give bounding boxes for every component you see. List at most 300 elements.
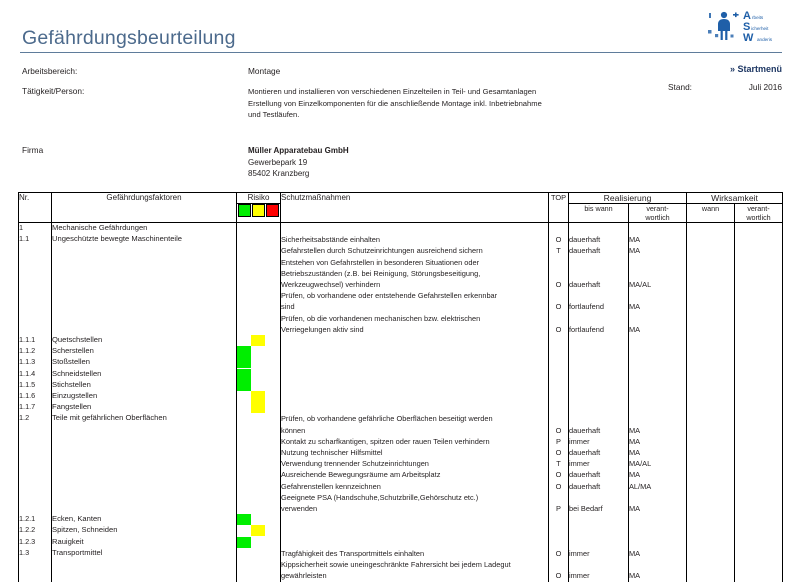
cell-verantwortlich (629, 525, 687, 536)
table-row (19, 357, 783, 368)
cell-verantwortlich-line: MA (629, 504, 641, 514)
cell-wirksamkeit-verantwortlich (735, 380, 783, 391)
cell-nr: 1.2 (19, 413, 52, 514)
cell-bis-wann-line (569, 335, 628, 346)
risk-indicator-green (237, 346, 251, 357)
cell-gefaehrdungsfaktor: Stoßstellen (52, 357, 237, 368)
cell-bis-wann-line (569, 525, 628, 536)
value-arbeitsbereich: Montage (248, 66, 281, 76)
schutzmassnahme-line: Kontakt zu scharfkantigen, spitzen oder rauen Teilen verhindern (281, 436, 490, 446)
cell-verantwortlich-line: MA (629, 235, 641, 245)
cell-bis-wann-line (569, 313, 628, 324)
schutzmassnahme-line: Werkzeugwechsel) verhindern (281, 280, 381, 290)
schutzmassnahme-line: Entstehen von Gefahrstellen in besonderen Situationen oder (281, 257, 480, 267)
schutzmassnahme-line (281, 335, 548, 346)
cell-nr: 1 (19, 223, 52, 235)
cell-bis-wann-line: dauerhaft (569, 448, 601, 458)
cell-verantwortlich-line (629, 223, 686, 234)
cell-verantwortlich-line (629, 257, 686, 268)
cell-verantwortlich (629, 346, 687, 357)
cell-risiko (237, 357, 281, 368)
cell-verantwortlich-line: MA (629, 246, 641, 256)
schutzmassnahme-line: Ausreichende Bewegungsräume am Arbeitsplatz (281, 470, 441, 480)
cell-verantwortlich-line: MA (629, 448, 641, 458)
cell-verantwortlich-line: MA (629, 302, 641, 312)
cell-gefaehrdungsfaktor: Einzugstellen (52, 391, 237, 402)
cell-wirksamkeit-verantwortlich (735, 514, 783, 525)
table-row (19, 413, 783, 514)
value-taetigkeit: Montieren und installieren von verschiedenen Einzelteilen in Teil- und Gesamtanlagen Erstellung von Einzelkomponenten für die anschließende Montage inkl. Inbetriebnahme und Testläufen. (248, 87, 542, 120)
table-row (19, 537, 783, 548)
label-arbeitsbereich: Arbeitsbereich: (22, 66, 78, 76)
cell-verantwortlich (629, 391, 687, 402)
svg-text:W: W (743, 32, 754, 42)
cell-verantwortlich-line (629, 514, 686, 525)
cell-bis-wann (569, 357, 629, 368)
cell-schutzmassnahmen (281, 402, 549, 413)
cell-top-line (549, 559, 568, 570)
cell-top-line (549, 268, 568, 279)
cell-wirksamkeit-wann (687, 223, 735, 235)
col-header-wirksamkeit-verantwortlich: verant- wortlich (735, 204, 783, 223)
cell-bis-wann-line (569, 537, 628, 548)
cell-schutzmassnahmen (281, 357, 549, 368)
risk-indicator-yellow (251, 391, 265, 402)
cell-gefaehrdungsfaktor: Teile mit gefährlichen Oberflächen (52, 413, 237, 514)
schutzmassnahme-line: können (281, 425, 306, 435)
cell-bis-wann (569, 525, 629, 536)
svg-text:anderis: anderis (757, 37, 773, 42)
cell-bis-wann (569, 391, 629, 402)
table-row (19, 346, 783, 357)
cell-top (549, 525, 569, 536)
cell-bis-wann (569, 335, 629, 346)
cell-verantwortlich-line (629, 335, 686, 346)
schutzmassnahme-line (281, 223, 548, 234)
cell-bis-wann (569, 537, 629, 548)
cell-verantwortlich-line: MA (629, 425, 641, 435)
cell-gefaehrdungsfaktor: Spitzen, Schneiden (52, 525, 237, 536)
schutzmassnahme-line (281, 402, 548, 413)
cell-risiko (237, 346, 281, 357)
cell-verantwortlich-line: MA (629, 571, 641, 581)
cell-bis-wann-line (569, 268, 628, 279)
cell-nr: 1.1.4 (19, 369, 52, 380)
cell-wirksamkeit-wann (687, 413, 735, 514)
cell-top-line: P (556, 436, 561, 446)
cell-wirksamkeit-verantwortlich (735, 335, 783, 346)
label-firma: Firma (22, 145, 44, 155)
cell-wirksamkeit-verantwortlich (735, 402, 783, 413)
cell-verantwortlich-line (629, 413, 686, 424)
schutzmassnahme-line (281, 391, 548, 402)
cell-top (549, 548, 569, 582)
firma-street: Gewerbepark 19 (248, 157, 308, 167)
cell-wirksamkeit-verantwortlich (735, 369, 783, 380)
cell-verantwortlich (629, 223, 687, 235)
cell-verantwortlich (629, 234, 687, 335)
cell-risiko (237, 369, 281, 380)
cell-wirksamkeit-verantwortlich (735, 346, 783, 357)
table-row (19, 223, 783, 235)
cell-verantwortlich-line: MA/AL (629, 280, 652, 290)
schutzmassnahme-line: Gefahrstellen durch Schutzeinrichtungen ausreichend sichern (281, 246, 483, 256)
cell-nr: 1.1.3 (19, 357, 52, 368)
cell-top-line (549, 257, 568, 268)
cell-bis-wann-line: dauerhaft (569, 246, 601, 256)
schutzmassnahme-line: Tragfähigkeit des Transportmittels einhalten (281, 548, 425, 558)
cell-nr: 1.2.3 (19, 537, 52, 548)
svg-text:rbeits: rbeits (752, 15, 764, 20)
cell-bis-wann (569, 514, 629, 525)
schutzmassnahme-line: Nutzung technischer Hilfsmittel (281, 448, 383, 458)
table-row (19, 402, 783, 413)
cell-verantwortlich-line (629, 346, 686, 357)
schutzmassnahme-line: Verriegelungen aktiv sind (281, 324, 364, 334)
cell-bis-wann (569, 402, 629, 413)
risk-indicator-yellow (251, 525, 265, 536)
cell-verantwortlich-line: AL/MA (629, 481, 652, 491)
table-row (19, 391, 783, 402)
cell-bis-wann-line: dauerhaft (569, 235, 601, 245)
cell-top-line: T (556, 459, 561, 469)
schutzmassnahme-line: Prüfen, ob vorhandene oder entstehende Gefahrstellen erkennbar (281, 291, 498, 301)
col-header-realisierung: Realisierung (569, 193, 687, 204)
cell-top-line: O (555, 548, 562, 558)
cell-top-line (549, 380, 568, 391)
cell-verantwortlich (629, 413, 687, 514)
cell-top-line: P (556, 504, 561, 514)
cell-bis-wann-line (569, 290, 628, 301)
title-divider (20, 52, 782, 53)
cell-bis-wann-line (569, 223, 628, 234)
svg-text:S: S (743, 21, 751, 33)
cell-verantwortlich-line: MA (629, 470, 641, 480)
cell-verantwortlich-line (629, 380, 686, 391)
cell-top (549, 346, 569, 357)
cell-top (549, 369, 569, 380)
cell-wirksamkeit-verantwortlich (735, 223, 783, 235)
cell-verantwortlich-line (629, 357, 686, 368)
schutzmassnahme-line: Betriebszuständen (z.B. bei Reinigung, Störungsbeseitigung, (281, 268, 481, 278)
cell-top-line (549, 290, 568, 301)
cell-top-line (549, 525, 568, 536)
cell-top (549, 537, 569, 548)
cell-schutzmassnahmen (281, 380, 549, 391)
risiko-legend (237, 204, 281, 223)
cell-risiko (237, 413, 281, 514)
schutzmassnahme-line: Verwendung trennender Schutzeinrichtungen (281, 459, 429, 469)
risk-indicator-green (237, 369, 251, 380)
schutzmassnahme-line: sind (281, 302, 295, 312)
cell-wirksamkeit-wann (687, 391, 735, 402)
cell-bis-wann (569, 548, 629, 582)
cell-bis-wann-line: dauerhaft (569, 470, 601, 480)
cell-risiko (237, 391, 281, 402)
cell-bis-wann-line (569, 391, 628, 402)
cell-nr: 1.1.6 (19, 391, 52, 402)
risiko-legend-red-swatch (266, 204, 279, 217)
cell-bis-wann-line (569, 257, 628, 268)
table-row (19, 548, 783, 582)
risk-indicator-green (237, 537, 251, 548)
cell-top (549, 234, 569, 335)
cell-bis-wann-line: immer (569, 459, 590, 469)
schutzmassnahme-line: Prüfen, ob vorhandene gefährliche Oberflächen beseitigt werden (281, 414, 493, 424)
table-row (19, 525, 783, 536)
cell-top-line (549, 223, 568, 234)
cell-bis-wann-line: immer (569, 571, 590, 581)
cell-gefaehrdungsfaktor: Rauigkeit (52, 537, 237, 548)
firma-name: Müller Apparatebau GmbH (248, 146, 349, 155)
label-taetigkeit: Tätigkeit/Person: (22, 86, 85, 96)
cell-bis-wann-line: dauerhaft (569, 481, 601, 491)
startmenu-link[interactable]: » Startmenü (729, 64, 782, 74)
cell-top-line (549, 357, 568, 368)
cell-verantwortlich-line (629, 525, 686, 536)
cell-bis-wann-line: immer (569, 548, 590, 558)
cell-top (549, 413, 569, 514)
cell-risiko (237, 234, 281, 335)
cell-schutzmassnahmen (281, 369, 549, 380)
cell-schutzmassnahmen (281, 548, 549, 582)
cell-bis-wann-line (569, 380, 628, 391)
cell-verantwortlich-line (629, 391, 686, 402)
cell-risiko (237, 525, 281, 536)
cell-verantwortlich-line (629, 492, 686, 503)
cell-bis-wann-line: dauerhaft (569, 425, 601, 435)
col-header-realisierung-verantwortlich: verant- wortlich (629, 204, 687, 223)
schutzmassnahme-line: Gefahrenstellen kennzeichnen (281, 481, 381, 491)
cell-top-line: O (555, 324, 562, 334)
cell-top-line (549, 402, 568, 413)
cell-wirksamkeit-verantwortlich (735, 234, 783, 335)
col-header-wirksamkeit-wann: wann (687, 204, 735, 223)
col-header-schutzmassnahmen: Schutzmaßnahmen (281, 193, 549, 223)
cell-wirksamkeit-wann (687, 357, 735, 368)
cell-verantwortlich-line (629, 537, 686, 548)
cell-bis-wann-line (569, 492, 628, 503)
cell-gefaehrdungsfaktor: Schneidstellen (52, 369, 237, 380)
table-row (19, 234, 783, 335)
col-header-realisierung-bis-wann: bis wann (569, 204, 629, 223)
cell-verantwortlich-line: MA (629, 324, 641, 334)
cell-verantwortlich-line: MA/AL (629, 459, 652, 469)
cell-top-line (549, 391, 568, 402)
table-row (19, 514, 783, 525)
cell-nr: 1.2.1 (19, 514, 52, 525)
cell-risiko (237, 548, 281, 582)
schutzmassnahme-line (281, 525, 548, 536)
cell-wirksamkeit-wann (687, 525, 735, 536)
cell-bis-wann-line: fortlaufend (569, 302, 604, 312)
schutzmassnahme-line (281, 357, 548, 368)
cell-risiko (237, 402, 281, 413)
schutzmassnahme-line: Kippsicherheit sowie uneingeschränkte Fahrersicht bei jedem Ladegut (281, 560, 511, 570)
cell-top-line: O (555, 481, 562, 491)
cell-top (549, 380, 569, 391)
cell-bis-wann-line (569, 369, 628, 380)
cell-verantwortlich (629, 402, 687, 413)
cell-top-line (549, 514, 568, 525)
firma-city: 85402 Kranzberg (248, 169, 310, 178)
cell-bis-wann-line (569, 413, 628, 424)
cell-top-line (549, 369, 568, 380)
cell-bis-wann-line: fortlaufend (569, 324, 604, 334)
col-header-gefaehrdungsfaktoren: Gefährdungsfaktoren (52, 193, 237, 223)
schutzmassnahme-line (281, 369, 548, 380)
cell-schutzmassnahmen (281, 335, 549, 346)
firma-address (248, 145, 349, 180)
cell-risiko (237, 380, 281, 391)
cell-top-line: O (555, 470, 562, 480)
cell-verantwortlich-line (629, 369, 686, 380)
risk-indicator-green (237, 357, 251, 368)
risk-indicator-yellow (251, 402, 265, 413)
cell-top (549, 357, 569, 368)
svg-text:A: A (743, 10, 751, 22)
cell-wirksamkeit-verantwortlich (735, 391, 783, 402)
cell-top-line (549, 346, 568, 357)
cell-gefaehrdungsfaktor: Ungeschützte bewegte Maschinenteile (52, 234, 237, 335)
cell-nr: 1.1.1 (19, 335, 52, 346)
cell-gefaehrdungsfaktor: Transportmittel (52, 548, 237, 582)
col-header-top: TOP (549, 193, 569, 223)
schutzmassnahme-line: Sicherheitsabstände einhalten (281, 235, 381, 245)
cell-risiko (237, 223, 281, 235)
cell-wirksamkeit-wann (687, 380, 735, 391)
schutzmassnahme-line (281, 346, 548, 357)
cell-bis-wann-line (569, 346, 628, 357)
cell-bis-wann-line (569, 559, 628, 570)
cell-bis-wann (569, 413, 629, 514)
cell-wirksamkeit-verantwortlich (735, 525, 783, 536)
svg-text:icherheit: icherheit (751, 26, 769, 31)
cell-bis-wann (569, 380, 629, 391)
cell-wirksamkeit-verantwortlich (735, 537, 783, 548)
cell-top-line: T (556, 246, 561, 256)
risiko-legend-yellow-swatch (252, 204, 265, 217)
cell-wirksamkeit-wann (687, 548, 735, 582)
cell-verantwortlich (629, 548, 687, 582)
cell-wirksamkeit-verantwortlich (735, 357, 783, 368)
schutzmassnahme-line: gewährleisten (281, 571, 327, 581)
cell-verantwortlich (629, 380, 687, 391)
cell-wirksamkeit-wann (687, 402, 735, 413)
cell-gefaehrdungsfaktor: Mechanische Gefährdungen (52, 223, 237, 235)
cell-top-line: O (555, 448, 562, 458)
risiko-legend-green-swatch (238, 204, 251, 217)
cell-wirksamkeit-verantwortlich (735, 548, 783, 582)
cell-verantwortlich-line: MA (629, 436, 641, 446)
cell-bis-wann-line (569, 514, 628, 525)
cell-top-line: O (555, 235, 562, 245)
cell-verantwortlich-line (629, 559, 686, 570)
cell-top-line: O (555, 571, 562, 581)
cell-risiko (237, 514, 281, 525)
schutzmassnahme-line (281, 380, 548, 391)
cell-top-line (549, 492, 568, 503)
table-row (19, 380, 783, 391)
col-header-nr: Nr. (19, 193, 52, 223)
schutzmassnahme-line: Prüfen, ob die vorhandenen mechanischen bzw. elektrischen (281, 313, 481, 323)
cell-top-line: O (555, 302, 562, 312)
cell-top (549, 514, 569, 525)
cell-bis-wann-line (569, 402, 628, 413)
cell-gefaehrdungsfaktor: Quetschstellen (52, 335, 237, 346)
cell-bis-wann (569, 234, 629, 335)
cell-top-line (549, 313, 568, 324)
value-stand: Juli 2016 (748, 82, 782, 92)
cell-top-line (549, 413, 568, 424)
cell-schutzmassnahmen (281, 223, 549, 235)
cell-bis-wann (569, 223, 629, 235)
cell-risiko (237, 537, 281, 548)
cell-bis-wann (569, 346, 629, 357)
table-row (19, 335, 783, 346)
cell-top (549, 223, 569, 235)
cell-nr: 1.1.2 (19, 346, 52, 357)
cell-top-line: O (555, 280, 562, 290)
cell-verantwortlich (629, 357, 687, 368)
cell-risiko (237, 335, 281, 346)
cell-verantwortlich (629, 514, 687, 525)
risk-assessment-table (18, 192, 783, 582)
cell-wirksamkeit-wann (687, 335, 735, 346)
cell-wirksamkeit-wann (687, 234, 735, 335)
cell-wirksamkeit-wann (687, 537, 735, 548)
cell-verantwortlich-line (629, 268, 686, 279)
risk-indicator-green (237, 380, 251, 391)
cell-nr: 1.1.7 (19, 402, 52, 413)
cell-bis-wann-line (569, 357, 628, 368)
page-title: Gefährdungsbeurteilung (22, 27, 236, 49)
cell-schutzmassnahmen (281, 537, 549, 548)
cell-schutzmassnahmen (281, 346, 549, 357)
cell-verantwortlich (629, 537, 687, 548)
cell-wirksamkeit-wann (687, 514, 735, 525)
cell-bis-wann (569, 369, 629, 380)
cell-nr: 1.1 (19, 234, 52, 335)
cell-schutzmassnahmen (281, 514, 549, 525)
cell-verantwortlich-line (629, 402, 686, 413)
cell-gefaehrdungsfaktor: Scherstellen (52, 346, 237, 357)
cell-schutzmassnahmen (281, 391, 549, 402)
cell-wirksamkeit-verantwortlich (735, 413, 783, 514)
cell-top-line (549, 335, 568, 346)
table-row (19, 369, 783, 380)
cell-verantwortlich-line (629, 290, 686, 301)
cell-nr: 1.3 (19, 548, 52, 582)
risk-indicator-green (237, 514, 251, 525)
cell-top (549, 402, 569, 413)
cell-top-line (549, 537, 568, 548)
cell-gefaehrdungsfaktor: Ecken, Kanten (52, 514, 237, 525)
schutzmassnahme-line (281, 514, 548, 525)
cell-nr: 1.1.5 (19, 380, 52, 391)
cell-verantwortlich-line (629, 313, 686, 324)
cell-schutzmassnahmen (281, 525, 549, 536)
label-stand: Stand: (668, 82, 692, 92)
schutzmassnahme-line (281, 537, 548, 548)
col-header-wirksamkeit: Wirksamkeit (687, 193, 783, 204)
cell-bis-wann-line: dauerhaft (569, 280, 601, 290)
cell-bis-wann-line: immer (569, 436, 590, 446)
cell-top (549, 391, 569, 402)
schutzmassnahme-line: Geeignete PSA (Handschuhe,Schutzbrille,Gehörschutz etc.) (281, 492, 479, 502)
table-header (19, 193, 783, 223)
cell-schutzmassnahmen (281, 413, 549, 514)
